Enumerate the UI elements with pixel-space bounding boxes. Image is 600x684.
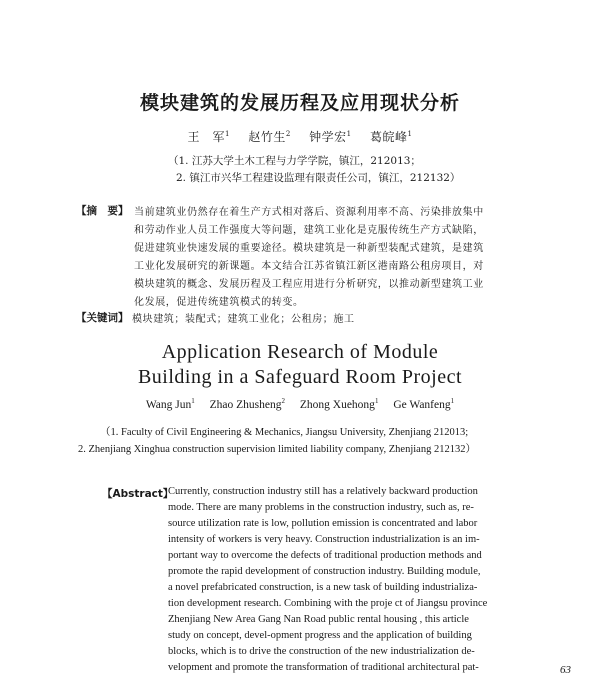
en-abstract-line: blocks, which is to drive the construction of the new industrialization de- — [168, 646, 475, 657]
en-author: Zhong Xuehong$^1$ — [299, 397, 379, 411]
cn-author: 赵竹生$^2$ — [248, 130, 291, 144]
cn-abstract-line: 化发展，促进传统建筑模式的转变。 — [134, 297, 304, 308]
en-affiliation-2: 2. Zhenjiang Xinghua construction supervision limited liability company, Zhenjiang 212132） — [78, 444, 476, 455]
english-authors — [0, 399, 600, 411]
en-abstract-line: velopment and promote the transformation of traditional architectural pat- — [168, 662, 479, 673]
chinese-authors — [0, 128, 600, 145]
en-abstract-line: intensity of workers is very heavy. Construction industrialization is an im- — [168, 534, 480, 545]
en-author: Wang Jun$^1$ — [145, 397, 195, 411]
cn-author: 钟学宏$^1$ — [309, 130, 352, 144]
en-abstract-line: Zhenjiang New Area Gang Nan Road public rental housing , this article — [168, 614, 469, 625]
cn-abstract-line: 和劳动作业人员工作强度大等问题，建筑工业化是克服传统生产方式缺陷， — [134, 225, 484, 236]
cn-abstract-line: 当前建筑业仍然存在着生产方式相对落后、资源利用率不高、污染排放集中 — [134, 207, 484, 218]
en-abstract-line: source utilization rate is low, pollution emission is concentrated and labor — [168, 518, 478, 529]
en-abstract-line: a novel prefabricated construction, is a new task of building industrializa- — [168, 582, 478, 593]
cn-keywords-label: 【关键词】 — [76, 312, 129, 324]
cn-author: 王 军$^1$ — [187, 130, 231, 144]
cn-abstract-line: 促进建筑业快速发展的重要途径。模块建筑是一种新型装配式建筑，是建筑 — [134, 243, 484, 254]
en-affiliation-1: （1. Faculty of Civil Engineering & Mechanics, Jiangsu University, Zhenjiang 212013; — [100, 427, 469, 438]
cn-abstract-line: 工业化发展研究的新课题。本文结合江苏省镇江新区港南路公租房项目，对 — [134, 261, 484, 272]
cn-affiliation-1: （1. 江苏大学土木工程与力学学院，镇江，212013； — [168, 155, 421, 167]
en-abstract-line: study on concept, devel-opment progress and the application of building — [168, 630, 472, 641]
en-abstract-line: tion development research. Combining with the proje ct of Jiangsu province — [168, 598, 488, 609]
cn-author: 葛皖峰$^1$ — [369, 130, 413, 144]
en-abstract-line: portant way to overcome the defects of traditional production methods and — [168, 550, 482, 561]
cn-affiliation-2: 2. 镇江市兴华工程建设监理有限责任公司，镇江，212132） — [176, 172, 461, 184]
cn-abstract-label: 【摘 要】 — [76, 205, 129, 217]
en-abstract-line: mode. There are many problems in the construction industry, such as, re- — [168, 502, 474, 513]
cn-abstract-line: 模块建筑的概念、发展历程及工程应用进行分析研究，以推动新型建筑工业 — [134, 279, 484, 290]
cn-keywords: 模块建筑；装配式；建筑工业化；公租房；施工 — [132, 314, 355, 325]
page-number: 63 — [560, 664, 571, 676]
en-abstract-line: promote the rapid development of construction industry. Building module, — [168, 566, 481, 577]
en-author: Zhao Zhusheng$^2$ — [209, 397, 285, 411]
en-abstract-line: Currently, construction industry still has a relatively backward production — [168, 486, 478, 497]
chinese-title: 模块建筑的发展历程及应用现状分析 — [139, 92, 460, 114]
english-title-line-1: Application Research of Module — [161, 341, 439, 363]
en-abstract-label: 【Abstract】 — [102, 488, 174, 500]
english-title-line-2: Building in a Safeguard Room Project — [137, 366, 463, 388]
en-author: Ge Wanfeng$^1$ — [393, 397, 455, 411]
